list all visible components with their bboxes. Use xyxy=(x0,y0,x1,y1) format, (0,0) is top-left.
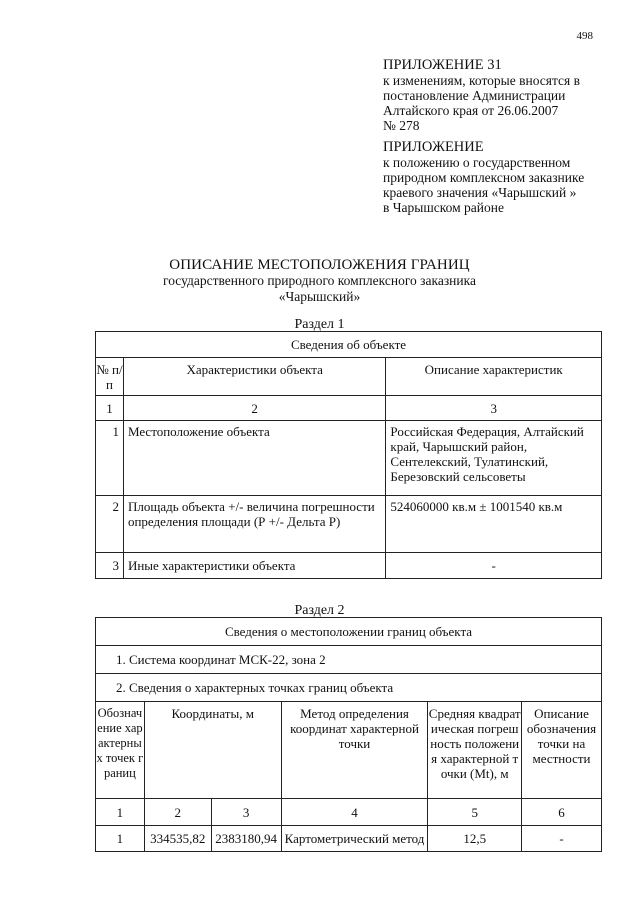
annex-31-line: постановление Администрации xyxy=(383,88,566,103)
title-line-1: ОПИСАНИЕ МЕСТОПОЛОЖЕНИЯ ГРАНИЦ xyxy=(169,257,470,273)
row-characteristic: Местоположение объекта xyxy=(123,421,385,496)
annex-block xyxy=(383,140,623,215)
table-row xyxy=(96,553,602,579)
coordinate-x: 334535,82 xyxy=(144,826,211,852)
row-description: 524060000 кв.м ± 1001540 кв.м xyxy=(386,496,602,553)
annex-31-line: к изменениям, которые вносятся в xyxy=(383,73,581,88)
column-number: 1 xyxy=(96,799,145,826)
document-title xyxy=(0,257,639,305)
annex-31-line: № 278 xyxy=(383,118,420,133)
annex-line: к положению о государственном xyxy=(383,155,571,170)
column-header-error: Средняя квадратическая погрешность положения характерной точки (Mt), м xyxy=(428,702,522,799)
table-row xyxy=(96,496,602,553)
location-value: - xyxy=(522,826,602,852)
section-2-title: Раздел 2 xyxy=(294,603,345,618)
method-value: Картометрический метод xyxy=(281,826,428,852)
column-header-method: Метод определения координат характерной точки xyxy=(281,702,428,799)
annex-31-line: Алтайского края от 26.06.2007 xyxy=(383,103,559,118)
table-row xyxy=(96,826,602,852)
column-header-number: № п/п xyxy=(96,358,124,396)
row-number: 2 xyxy=(96,496,124,553)
object-info-table xyxy=(95,331,602,579)
title-line-3: «Чарышский» xyxy=(278,289,361,304)
table-title: Сведения о местоположении границ объекта xyxy=(96,618,602,646)
column-header-point: Обозначение характерных точек границ xyxy=(96,702,145,799)
table-title: Сведения об объекте xyxy=(96,332,602,358)
column-header-coordinates: Координаты, м xyxy=(144,702,281,799)
row-description: Российская Федерация, Алтайский край, Чарышский район, Сентелекский, Тулатинский, Березовский сельсоветы xyxy=(386,421,602,496)
column-header-characteristic: Характеристики объекта xyxy=(123,358,385,396)
row-characteristic: Иные характеристики объекта xyxy=(123,553,385,579)
table-row xyxy=(96,421,602,496)
coordinate-system: 1. Система координат МСК-22, зона 2 xyxy=(96,646,602,674)
column-number: 1 xyxy=(96,396,124,421)
row-description: - xyxy=(386,553,602,579)
column-header-description: Описание характеристик xyxy=(386,358,602,396)
column-number: 3 xyxy=(211,799,281,826)
point-label: 1 xyxy=(96,826,145,852)
row-number: 3 xyxy=(96,553,124,579)
column-number: 5 xyxy=(428,799,522,826)
column-number: 6 xyxy=(522,799,602,826)
column-number: 3 xyxy=(386,396,602,421)
section-1-title: Раздел 1 xyxy=(294,317,345,332)
error-value: 12,5 xyxy=(428,826,522,852)
column-number: 2 xyxy=(144,799,211,826)
annex-31-heading: ПРИЛОЖЕНИЕ 31 xyxy=(383,57,502,73)
column-header-location: Описание обозначения точки на местности xyxy=(522,702,602,799)
coordinate-y: 2383180,94 xyxy=(211,826,281,852)
points-title: 2. Сведения о характерных точках границ объекта xyxy=(96,674,602,702)
title-line-2: государственного природного комплексного заказника xyxy=(163,273,476,288)
annex-line: природном комплексном заказнике xyxy=(383,170,585,185)
page-number: 498 xyxy=(576,30,593,42)
annex-heading: ПРИЛОЖЕНИЕ xyxy=(383,139,484,155)
annex-line: в Чарышском районе xyxy=(383,200,504,215)
annex-line: краевого значения «Чарышский » xyxy=(383,185,577,200)
annex-31-block xyxy=(383,58,623,133)
boundary-points-table xyxy=(95,617,602,852)
row-number: 1 xyxy=(96,421,124,496)
column-number: 4 xyxy=(281,799,428,826)
column-number: 2 xyxy=(123,396,385,421)
row-characteristic: Площадь объекта +/- величина погрешности определения площади (Р +/- Дельта Р) xyxy=(123,496,385,553)
